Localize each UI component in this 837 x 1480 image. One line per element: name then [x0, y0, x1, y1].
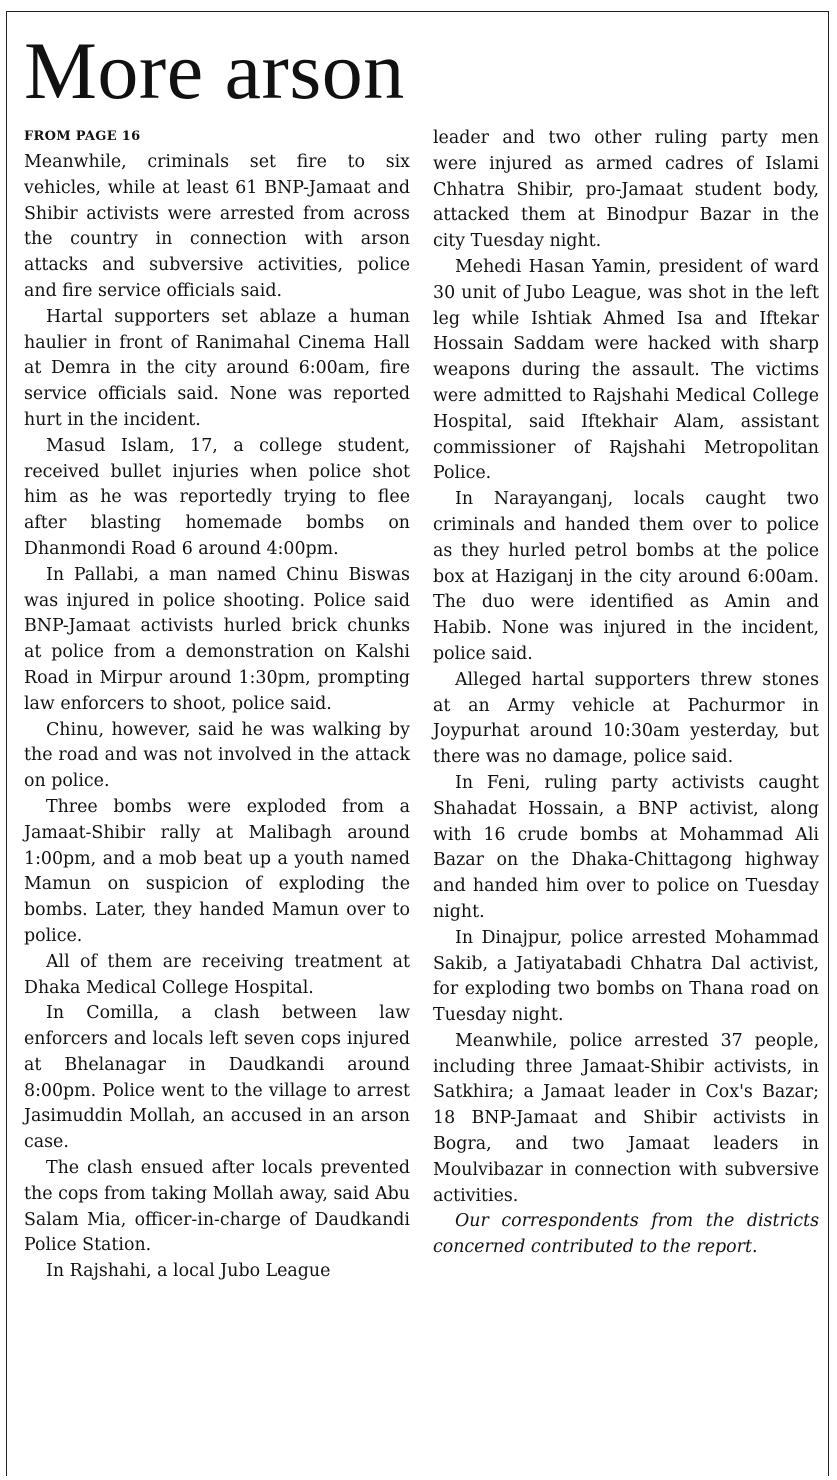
dateline: FROM PAGE 16	[24, 129, 141, 144]
correspondent-credit: Our correspondents from the districts concerned contributed to the report.	[433, 1211, 819, 1258]
paragraph: Mehedi Hasan Yamin, president of ward 30 unit of Jubo League, was shot in the left leg while Ishtiak Ahmed Isa and Iftekar Hossain Saddam were hacked with sharp weapons during the assault. The victims were admitted to Rajshahi Medical College Hospital, said Iftekhair Alam, assistant commissioner of Rajshahi Metropolitan Police.	[433, 256, 819, 484]
paragraph: In Rajshahi, a local Jubo League	[46, 1261, 331, 1282]
paragraph: Masud Islam, 17, a college student, received bullet injuries when police shot him as he was reportedly trying to flee after blasting homemade bombs on Dhanmondi Road 6 around 4:00pm.	[24, 435, 410, 559]
paragraph: The clash ensued after locals prevented the cops from taking Mollah away, said Abu Salam Mia, officer-in-charge of Daudkandi Police Station.	[24, 1158, 410, 1256]
paragraph-continuation: leader and two other ruling party men were injured as armed cadres of Islami Chhatra Shibir, pro-Jamaat student body, attacked them at Binodpur Bazar in the city Tuesday night.	[433, 128, 819, 252]
paragraph: Hartal supporters set ablaze a human haulier in front of Ranimahal Cinema Hall at Demra in the city around 6:00am, fire service officials said. None was reported hurt in the incident.	[24, 306, 410, 430]
paragraph: In Comilla, a clash between law enforcers and locals left seven cops injured at Bhelanagar in Daudkandi around 8:00pm. Police went to the village to arrest Jasimuddin Mollah, an accused in an arson case.	[24, 1003, 410, 1153]
paragraph: In Feni, ruling party activists caught Shahadat Hossain, a BNP activist, along with 16 crude bombs at Mohammad Ali Bazar on the Dhaka-Chittagong highway and handed him over to police on Tuesday night.	[433, 772, 819, 922]
paragraph: In Dinajpur, police arrested Mohammad Sakib, a Jatiyatabadi Chhatra Dal activist, for exploding two bombs on Thana road on Tuesday night.	[433, 927, 819, 1026]
paragraph: Meanwhile, criminals set fire to six vehicles, while at least 61 BNP-Jamaat and Shibir activists were arrested from across the country in connection with arson attacks and subversive activities, police and fire service officials said.	[24, 152, 410, 301]
article-column-left	[24, 128, 410, 1285]
paragraph: Chinu, however, said he was walking by the road and was not involved in the attack on police.	[24, 719, 410, 792]
paragraph: Three bombs were exploded from a Jamaat-Shibir rally at Malibagh around 1:00pm, and a mob beat up a youth named Mamun on suspicion of exploding the bombs. Later, they handed Mamun over to police.	[24, 796, 410, 946]
paragraph: In Narayanganj, locals caught two criminals and handed them over to police as they hurled petrol bombs at the police box at Haziganj in the city around 6:00am. The duo were identified as Amin and Habib. None was injured in the incident, police said.	[433, 489, 819, 664]
paragraph: In Pallabi, a man named Chinu Biswas was injured in police shooting. Police said BNP-Jamaat activists hurled brick chunks at police from a demonstration on Kalshi Road in Mirpur around 1:30pm, prompting law enforcers to shoot, police said.	[24, 564, 410, 714]
headline: More arson	[24, 25, 405, 116]
paragraph: Meanwhile, police arrested 37 people, including three Jamaat-Shibir activists, in Satkhira; a Jamaat leader in Cox's Bazar; 18 BNP-Jamaat and Shibir activists in Bogra, and two Jamaat leaders in Moulvibazar in connection with subversive activities.	[433, 1030, 819, 1206]
paragraph: Alleged hartal supporters threw stones at an Army vehicle at Pachurmor in Joypurhat around 10:30am yesterday, but there was no damage, police said.	[433, 669, 819, 768]
paragraph: All of them are receiving treatment at Dhaka Medical College Hospital.	[24, 951, 410, 998]
article-column-right	[433, 126, 819, 1261]
